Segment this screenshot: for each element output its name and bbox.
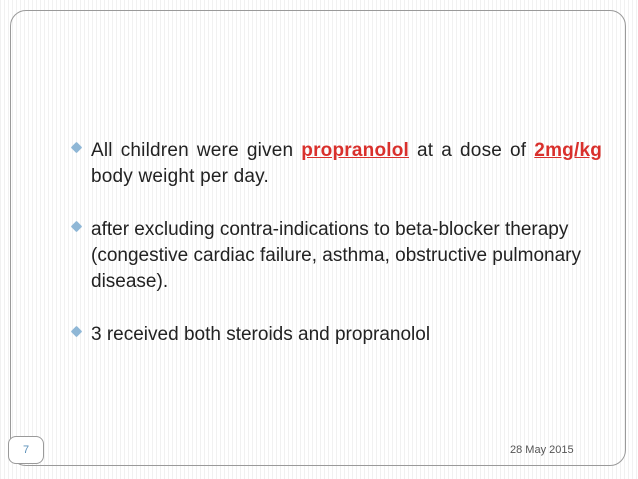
bullet-item <box>72 138 602 190</box>
bullet-marker-icon <box>71 221 82 232</box>
bullet-marker-icon <box>71 326 82 337</box>
bullet-list <box>72 138 602 375</box>
highlight-propranolol: propranolol <box>301 140 410 161</box>
bullet-segment: body weight per day. <box>91 166 269 187</box>
bullet-item <box>72 322 602 348</box>
bullet-segment: after excluding contra-indications to beta-blocker therapy (congestive cardiac failure, asthma, obstructive pulmonary disease). <box>91 219 582 292</box>
slide-number-text: 7 <box>22 444 30 456</box>
bullet-segment: 3 received both steroids and propranolol <box>91 324 431 345</box>
bullet-segment: All children were given <box>91 140 302 161</box>
slide-date: 28 May 2015 <box>510 444 574 456</box>
slide-number <box>8 436 44 464</box>
bullet-item <box>72 217 602 295</box>
bullet-segment: at a dose of <box>409 140 535 161</box>
bullet-marker-icon <box>71 142 82 153</box>
highlight-dose: 2mg/kg <box>534 140 603 161</box>
